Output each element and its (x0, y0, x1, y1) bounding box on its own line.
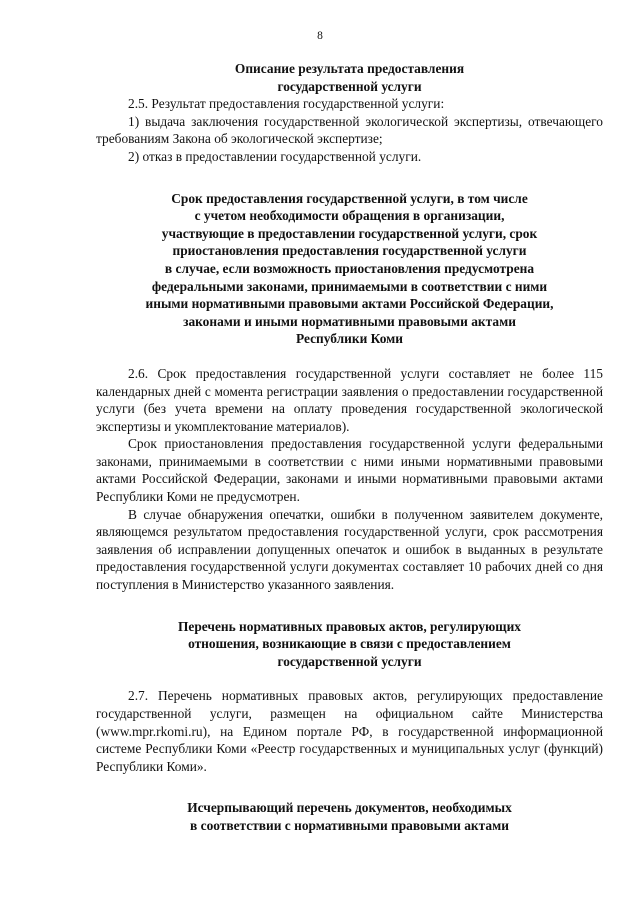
page-number: 8 (317, 30, 323, 42)
section-heading: Описание результата предоставления государственной услуги (234, 61, 465, 94)
paragraph: 2.5. Результат предоставления государственной услуги: (128, 96, 445, 112)
paragraph: 1) выдача заключения государственной экологической экспертизы, отвечающего требованиям Закона об экологической экспертизе; (96, 113, 603, 147)
section-heading: Срок предоставления государственной услуги, в том числе с учетом необходимости обращения в организации, участвующие в предоставлении государственной услуги, срок приостановления предоставления государственной услуги в случае, если возможность приостановления предусмотрена федеральными законами, принимаемыми в соответствии с ними иными нормативными правовыми актами Российской Федерации, законами и иными нормативными правовыми актами Республики Коми (145, 190, 554, 347)
paragraph: В случае обнаружения опечатки, ошибки в полученном заявителем документе, являющемся результатом предоставления государственной услуги, срок рассмотрения заявления об исправлении допущенных опечаток и ошибок в выданных в результате предоставления государственной услуги документах составляет 10 рабочих дней со дня поступления в Министерство указанного заявления. (96, 506, 603, 593)
paragraph: 2.6. Срок предоставления государственной услуги составляет не более 115 календарных дней с момента регистрации заявления о предоставлении государственной услуги (без учета времени на оплату проведения государственной экологической экспертизы и укомплектование материалов). (96, 365, 603, 434)
section-legal-acts (96, 618, 603, 776)
section-documents-list (96, 799, 603, 834)
paragraph: Срок приостановления предоставления государственной услуги федеральными законами, принимаемыми в соответствии с ними иными нормативными правовыми актами Российской Федерации, законами и иными нормативными правовыми актами Республики Коми не предусмотрен. (96, 436, 603, 505)
paragraph: 2) отказ в предоставлении государственной услуги. (128, 148, 422, 164)
document-body (96, 60, 603, 835)
paragraph: 2.7. Перечень нормативных правовых актов, регулирующих предоставление государственной услуги, размещен на официальном сайте Министерства (www.mpr.rkomi.ru), на Едином портале РФ, в государственной информационной системе Республики Коми «Реестр государственных и муниципальных услуг (функций) Республики Коми». (96, 688, 603, 774)
section-heading: Перечень нормативных правовых актов, регулирующих отношения, возникающие в связи с предоставлением государственной услуги (178, 618, 521, 669)
section-service-term (96, 190, 603, 594)
section-result-description (96, 60, 603, 166)
section-heading: Исчерпывающий перечень документов, необходимых в соответствии с нормативными правовыми актами (187, 800, 512, 833)
